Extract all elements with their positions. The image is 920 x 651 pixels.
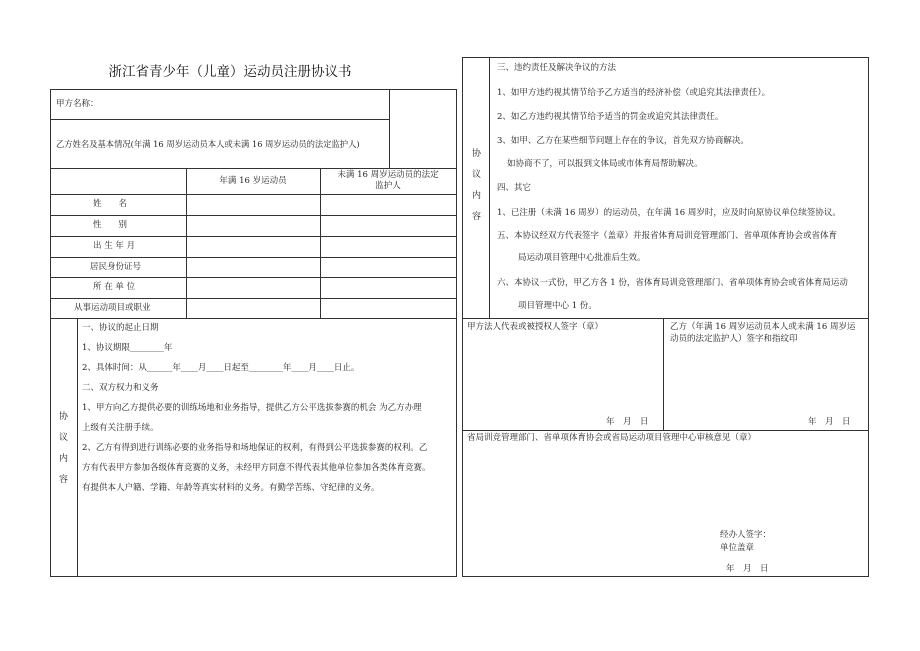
clause-3-item3: 3、如甲、乙方在某些细节问题上存在的争议，首先双方协商解决。 bbox=[497, 136, 749, 146]
clause-3-item1: 1、如甲方违约视其情节给予乙方适当的经济补偿（或追究其法律责任）。 bbox=[497, 88, 771, 98]
clause-2-item2: 2、乙方有得到进行训练必要的业务指导和场地保证的权利，有得到公平选拔参赛的权利。乙 bbox=[82, 443, 428, 453]
clause-3-item3-cont: 如协商不了，可以报到文体局或市体育局帮助解决。 bbox=[507, 159, 703, 169]
column-athlete: 年满 16 岁运动员 bbox=[219, 176, 287, 186]
clause-1-period: 2、具体时间：从______年____月____日起至________年____月____日止。 bbox=[82, 363, 360, 373]
clause-2-item1: 1、甲方向乙方提供必要的训练场地和业务指导，提供乙方公平选拔参赛的机会 为乙方办理 bbox=[82, 403, 422, 413]
column-guardian: 未满 16 周岁运动员的法定 bbox=[337, 170, 439, 180]
party-a-label: 甲方名称： bbox=[56, 99, 99, 109]
clause-5: 五、本协议经双方代表签字（盖章）并报省体育局训竞管理部门、省单项体育协会或省体育 bbox=[497, 231, 838, 241]
row-label-name: 姓 名 bbox=[93, 199, 128, 209]
left-side-label: 协 议 内 容 bbox=[59, 412, 69, 485]
clause-2-heading: 二、双方权力和义务 bbox=[82, 383, 159, 393]
row-label-sport: 从事运动项目或职业 bbox=[74, 303, 151, 313]
handler-signature-label: 经办人签字： bbox=[720, 530, 772, 540]
document-title: 浙江省青少年（儿童）运动员注册协议书 bbox=[108, 64, 352, 80]
clause-2-item2-cont: 方有代表甲方参加各级体育竞赛的义务，未经甲方同意不得代表其他单位参加各类体育竞赛。 bbox=[82, 463, 431, 473]
right-side-label: 协 议 内 容 bbox=[472, 149, 482, 222]
signature-party-b-label-line2: 动员的法定监护人）签字和指纹印 bbox=[670, 334, 798, 344]
clause-6: 六、本协议一式份，甲乙方各 1 份，省体育局训竞管理部门、省单项体育协会或省体育局运动 bbox=[497, 278, 848, 288]
signature-party-b-label: 乙方（年满 16 周岁运动员本人或未满 16 周岁运 bbox=[670, 322, 856, 332]
clause-6-cont: 项目管理中心 1 份。 bbox=[518, 301, 597, 311]
clause-2-item2-cont2: 有提供本人户籍、学籍、年龄等真实材料的义务。有勤学苦练、守纪律的义务。 bbox=[82, 483, 380, 493]
party-b-label: 乙方姓名及基本情况(年满 16 周岁运动员本人或未满 16 周岁运动员的法定监护人) bbox=[56, 139, 360, 149]
clause-1-term: 1、协议期限________年 bbox=[82, 343, 173, 353]
signature-date-b: 年 月 日 bbox=[808, 417, 851, 427]
row-label-birth: 出 生 年 月 bbox=[93, 241, 136, 251]
column-guardian-line2: 监护人 bbox=[375, 181, 401, 191]
clause-2-item1-cont: 上级有关注册手续。 bbox=[82, 423, 159, 433]
clause-4-heading: 四、其它 bbox=[497, 183, 532, 193]
review-opinion-label: 省局训竞管理部门、省单项体育协会或省局运动项目管理中心审核意见（章） bbox=[467, 433, 757, 443]
row-label-id: 居民身份证号 bbox=[90, 262, 142, 272]
clause-5-cont: 局运动项目管理中心批准后生效。 bbox=[518, 253, 646, 263]
review-date: 年 月 日 bbox=[726, 564, 769, 574]
signature-party-a-label: 甲方法人代表或被授权人签字（章） bbox=[467, 322, 604, 332]
signature-date-a: 年 月 日 bbox=[606, 417, 649, 427]
clause-4-item1: 1、已注册（未满 16 周岁）的运动员，在年满 16 周岁时，应及时向原协议单位续签协议。 bbox=[497, 208, 841, 218]
row-label-gender: 性 别 bbox=[93, 220, 128, 230]
unit-stamp-label: 单位盖章 bbox=[720, 543, 755, 553]
clause-3-item2: 2、如乙方违约视其情节给予适当的罚金或追究其法律责任。 bbox=[497, 112, 724, 122]
clause-1-heading: 一、协议的起止日期 bbox=[82, 323, 159, 333]
clause-3-heading: 三、违约责任及解决争议的方法 bbox=[497, 63, 617, 73]
row-label-unit: 所 在 单 位 bbox=[93, 282, 136, 292]
